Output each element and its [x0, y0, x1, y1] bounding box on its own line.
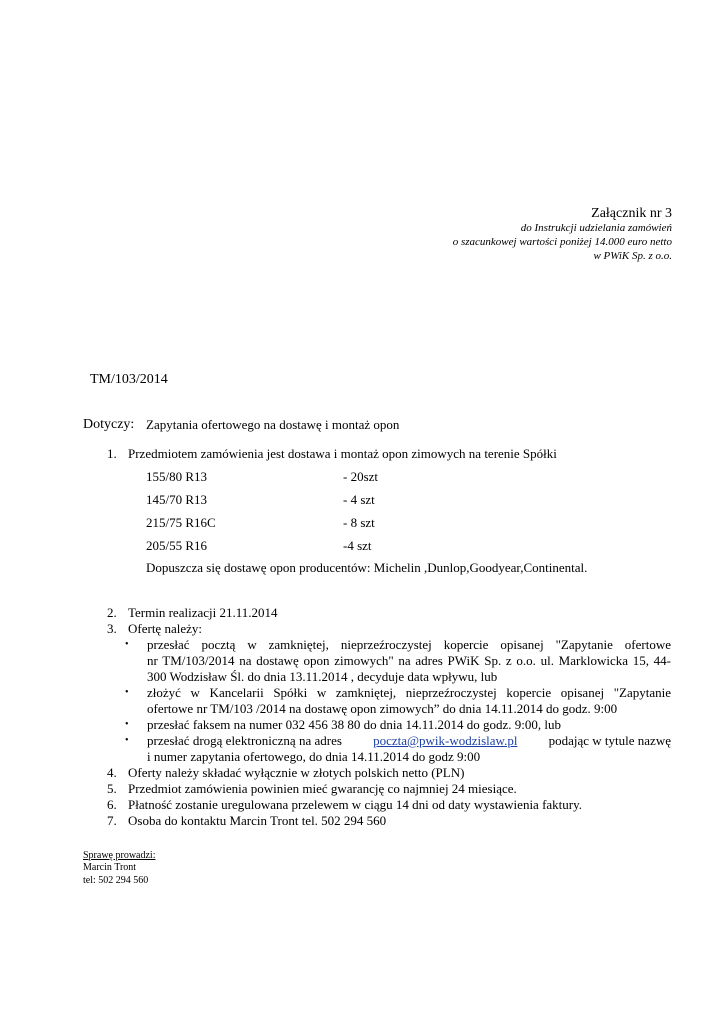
annex-line-3: w PWiK Sp. z o.o.: [593, 250, 672, 262]
item-6-text: Płatność zostanie uregulowana przelewem w ciągu 14 dni od daty wystawienia faktury.: [128, 797, 583, 812]
item-7-number: 7.: [107, 813, 117, 828]
bullet-icon: •: [125, 719, 129, 730]
tire-quantity: - 8 szt: [343, 515, 375, 530]
item-7-text: Osoba do kontaktu Marcin Tront tel. 502 294 560: [128, 813, 387, 828]
item-4-number: 4.: [107, 765, 117, 780]
bullet-4-line-2: i numer zapytania ofertowego, do dnia 14.11.2014 do godz 9:00: [147, 749, 481, 764]
bullet-4-line-1: [147, 733, 671, 749]
item-5-text: Przedmiot zamówienia powinien mieć gwarancję co najmniej 24 miesiące.: [128, 781, 517, 796]
tire-size: 145/70 R13: [146, 492, 208, 507]
item-3-number: 3.: [107, 621, 117, 636]
tire-size: 205/55 R16: [146, 538, 208, 553]
item-1-text: Przedmiotem zamówienia jest dostawa i montaż opon zimowych na terenie Spółki: [128, 446, 557, 461]
subject-label: Dotyczy:: [83, 417, 135, 432]
annex-title: Załącznik nr 3: [591, 206, 672, 221]
item-5-number: 5.: [107, 781, 117, 796]
subject-text: Zapytania ofertowego na dostawę i montaż opon: [146, 417, 400, 432]
annex-line-2: o szacunkowej wartości poniżej 14.000 euro netto: [452, 236, 672, 248]
item-1-number: 1.: [107, 446, 117, 461]
tire-quantity: - 4 szt: [343, 492, 375, 507]
bullet-icon: •: [125, 735, 129, 746]
bullet-1-line-2: nr TM/103/2014 na dostawę opon zimowych" na adres PWiK Sp. z o.o. ul. Marklowicka 15, 44-: [147, 653, 671, 668]
item-2-number: 2.: [107, 605, 117, 620]
bullet-3-text: przesłać faksem na numer 032 456 38 80 do dnia 14.11.2014 do godz. 9:00, lub: [147, 717, 561, 732]
annex-line-1: do Instrukcji udzielania zamówień: [520, 222, 672, 234]
bullet-icon: •: [125, 687, 129, 698]
tire-size: 155/80 R13: [146, 469, 208, 484]
reference-number: TM/103/2014: [90, 372, 168, 387]
allowed-producers: Dopuszcza się dostawę opon producentów: Michelin ,Dunlop,Goodyear,Continental.: [146, 560, 588, 575]
item-4-text: Oferty należy składać wyłącznie w złotych polskich netto (PLN): [128, 765, 465, 780]
footer-name: Marcin Tront: [83, 862, 137, 873]
tire-size: 215/75 R16C: [146, 515, 216, 530]
bullet-icon: •: [125, 639, 129, 650]
item-2-text: Termin realizacji 21.11.2014: [128, 605, 278, 620]
bullet-4-prefix: przesłać drogą elektroniczną na adres: [147, 733, 342, 748]
item-3-text: Ofertę należy:: [128, 621, 202, 636]
footer-label: Sprawę prowadzi:: [83, 850, 156, 861]
tire-quantity: - 20szt: [343, 469, 379, 484]
footer-phone: tel: 502 294 560: [83, 875, 149, 886]
bullet-1-line-3: 300 Wodzisław Śl. do dnia 13.11.2014 , decyduje data wpływu, lub: [147, 669, 498, 684]
bullet-4-suffix: podając w tytule nazwę: [548, 733, 671, 748]
bullet-2-line-1: złożyć w Kancelarii Spółki w zamkniętej, nieprzeźroczystej kopercie opisanej "Zapytanie: [147, 685, 671, 700]
bullet-1-line-1: przesłać pocztą w zamkniętej, nieprzeźroczystej kopercie opisanej "Zapytanie ofertowe: [147, 637, 671, 652]
tire-quantity: -4 szt: [343, 538, 372, 553]
bullet-2-line-2: ofertowe nr TM/103 /2014 na dostawę opon zimowych” do dnia 14.11.2014 do godz. 9:00: [147, 701, 618, 716]
item-6-number: 6.: [107, 797, 117, 812]
email-link[interactable]: poczta@pwik-wodzislaw.pl: [373, 733, 518, 748]
